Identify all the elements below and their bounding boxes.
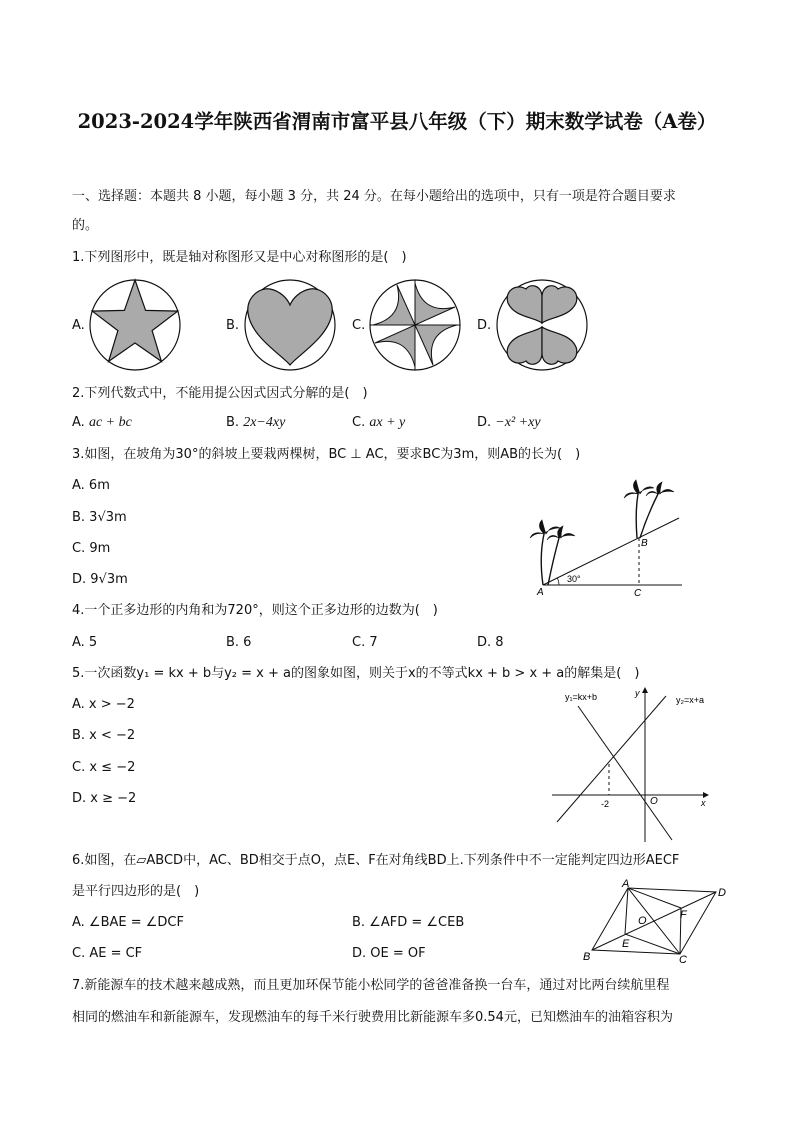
q3-option-a: A. 6m xyxy=(72,478,110,493)
q1-figure-a-star xyxy=(87,277,183,373)
q2-option-c: C. ax + y xyxy=(352,415,406,430)
palm-tree-icon xyxy=(624,480,674,538)
q7-line1: 7.新能源车的技术越来越成熟，而且更加环保节能小松同学的爸爸准备换一台车，通过对比两台续航里程 xyxy=(72,978,670,993)
q5-y1-label: y₁=kx+b xyxy=(565,692,598,702)
q2-option-d: D. −x² +xy xyxy=(477,415,541,430)
q5-origin-label: O xyxy=(650,796,658,807)
q6-point-b: B xyxy=(583,951,591,963)
q4-stem: 4.一个正多边形的内角和为720°，则这个正多边形的边数为( ) xyxy=(72,603,438,618)
q1-figure-c-pinwheel xyxy=(367,277,463,373)
q6-point-e: E xyxy=(622,938,630,950)
q3-point-c: C xyxy=(634,588,642,599)
q4-option-d: D. 8 xyxy=(477,635,504,650)
q5-option-c: C. x ≤ −2 xyxy=(72,760,136,775)
q6-stem-line1: 6.如图，在▱ABCD中，AC、BD相交于点O，点E、F在对角线BD上.下列条件中不一定能判定四边形AECF xyxy=(72,853,680,868)
q3-stem: 3.如图，在坡角为30°的斜坡上要栽两棵树，BC ⊥ AC，要求BC为3m，则AB的长为( ) xyxy=(72,447,581,462)
q6-option-a: A. ∠BAE = ∠DCF xyxy=(72,915,184,930)
q4-option-a: A. 5 xyxy=(72,635,98,650)
q5-tick-label: -2 xyxy=(601,799,610,809)
q6-option-d: D. OE = OF xyxy=(352,946,426,961)
q5-y-axis-label: y xyxy=(635,688,640,698)
q6-stem-line2: 是平行四边形的是( ) xyxy=(72,884,200,899)
q6-point-o: O xyxy=(638,915,647,927)
q7-line2: 相同的燃油车和新能源车，发现燃油车的每千米行驶费用比新能源车多0.54元，已知燃油车的油箱容积为 xyxy=(72,1010,673,1025)
q6-point-a: A xyxy=(622,878,630,890)
q5-function-graph xyxy=(548,682,718,844)
q3-slope-figure xyxy=(525,472,685,600)
q3-option-c: C. 9m xyxy=(72,541,111,556)
q2-option-a: A. ac + bc xyxy=(72,415,132,430)
q1-option-a-label: A. xyxy=(72,318,85,333)
q4-option-b: B. 6 xyxy=(226,635,252,650)
q1-figure-d-clover xyxy=(494,277,590,373)
q6-point-d: D xyxy=(718,887,726,899)
page-title: 2023-2024学年陕西省渭南市富平县八年级（下）期末数学试卷（A卷） xyxy=(77,110,717,133)
q2-option-b: B. 2x−4xy xyxy=(226,415,286,430)
q5-x-axis-label: x xyxy=(701,798,706,808)
q3-option-d: D. 9√3m xyxy=(72,572,128,587)
q6-point-f: F xyxy=(680,909,687,921)
q3-angle-label: 30° xyxy=(567,574,581,584)
q1-option-c-label: C. xyxy=(352,318,366,333)
q1-option-b-label: B. xyxy=(226,318,240,333)
q5-option-a: A. x > −2 xyxy=(72,697,135,712)
q5-option-b: B. x < −2 xyxy=(72,728,136,743)
q6-option-b: B. ∠AFD = ∠CEB xyxy=(352,915,465,930)
q1-figure-b-heart xyxy=(242,277,338,373)
q6-parallelogram-figure xyxy=(580,878,730,964)
q3-point-b: B xyxy=(641,538,648,549)
q4-option-c: C. 7 xyxy=(352,635,378,650)
q6-point-c: C xyxy=(679,954,687,964)
q3-option-b: B. 3√3m xyxy=(72,510,127,525)
q5-stem: 5.一次函数y₁ = kx + b与y₂ = x + a的图象如图，则关于x的不等式kx + b > x + a的解集是( ) xyxy=(72,666,640,681)
q5-y2-label: y₂=x+a xyxy=(676,695,705,705)
section-instructions: 一、选择题：本题共 8 小题，每小题 3 分，共 24 分。在每小题给出的选项中，只有一项是符合题目要求 xyxy=(72,189,676,204)
q2-stem: 2.下列代数式中，不能用提公因式因式分解的是( ) xyxy=(72,386,368,401)
q6-option-c: C. AE = CF xyxy=(72,946,143,961)
q5-option-d: D. x ≥ −2 xyxy=(72,791,137,806)
q3-point-a: A xyxy=(537,587,544,598)
q1-stem: 1.下列图形中，既是轴对称图形又是中心对称图形的是( ) xyxy=(72,250,407,265)
section-instructions-tail: 的。 xyxy=(72,218,99,233)
q1-option-d-label: D. xyxy=(477,318,492,333)
